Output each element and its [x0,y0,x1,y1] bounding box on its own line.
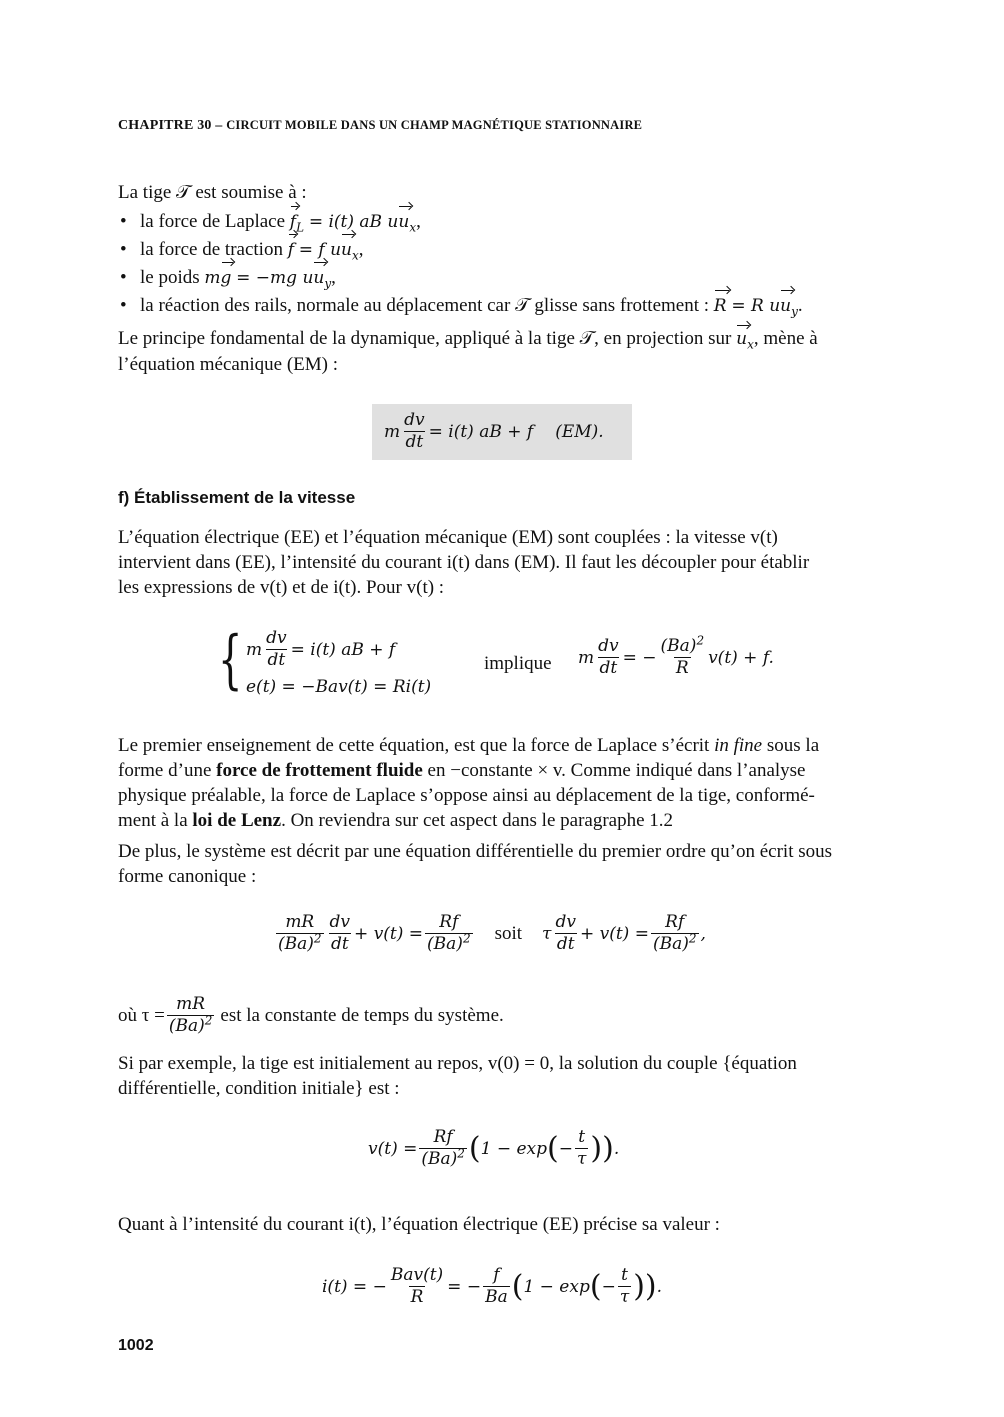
page-number: 1002 [118,1337,154,1354]
force-list [118,208,803,320]
tau-definition: où τ = $\frac{mR}{(Ba)^2}$ est la constante de temps du système. [118,994,504,1036]
system-row-1: m $\frac{dv}{dt}$ = i(t) aB + f [246,628,396,670]
paragraph-current: Quant à l’intensité du courant i(t), l’équation électrique (EE) précise sa valeur : [118,1214,720,1235]
paragraph-coupling: L’équation électrique (EE) et l’équation mécanique (EM) sont couplées : la vitesse v(t) intervient dans (EE), l’intensité du courant i(t) dans (EM). Il faut les découpler pour établir les expressions de v(t) et de i(t). Pour v(t) : [118,527,810,598]
list-item: • la force de Laplace $f_L = i(t)$ aB $uu_x$, [118,208,803,236]
chapter-title: CIRCUIT MOBILE DANS UN CHAMP MAGNÉTIQUE STATIONNAIRE [226,118,643,132]
chapter-header [118,118,642,134]
paragraph-laplace: Le premier enseignement de cette équation, est que la force de Laplace s’écrit in fine sous la forme d’une force de frottement fluide en −constante × v. Comme indiqué dans l’analyse physique préalable, la force de Laplace s’oppose ainsi au déplacement de la tige, conformé- ment à la loi de Lenz. On reviendra sur cet aspect dans le paragraphe 1.2 [118,735,820,831]
equation-canonical: $\frac{mR}{(Ba)^2}$ $\frac{dv}{dt}$ + v(t) = $\frac{Rf}{(Ba)^2}$ soit τ $\frac{dv}{dt}$ + v(t) = $\frac{Rf}{(Ba)^2}$ , [278,912,706,954]
system-row-2: e(t) = −Bav(t) = Ri(t) [246,677,432,697]
equation-current: i(t) = − $\frac{\text{Bav(t)}}{R}$ = − $\frac{f}{Ba}$ ( 1 − exp ( − $\frac{t}{\tau}$ )) . [322,1265,663,1307]
implique-label: implique [484,653,552,674]
equation-velocity: v(t) = $\frac{Rf}{(Ba)^2}$ ( 1 − exp ( − $\frac{t}{\tau}$ )) . [368,1127,620,1169]
list-item: • la réaction des rails, normale au déplacement car 𝒯 glisse sans frottement : R = R $uu_y$. [118,292,803,320]
list-item: • le poids mg = −mg $uu_y$, [118,264,803,292]
chapter-label: CHAPITRE 30 – [118,118,227,133]
paragraph-solution: Si par exemple, la tige est initialement au repos, v(0) = 0, la solution du couple {équation différentielle, condition initiale} est : [118,1053,797,1099]
equation-em: m $\frac{dv}{dt}$ = i(t) aB + f (EM). [384,410,604,452]
intro-text: La tige 𝒯 est soumise à : [118,182,307,203]
section-title: f) Établissement de la vitesse [118,488,356,507]
system-result: m $\frac{dv}{dt}$ = − $\frac{(Ba)^2}{R}$ v(t) + f. [578,633,774,678]
paragraph-canonical: De plus, le système est décrit par une équation différentielle du premier ordre qu’on écrit sous forme canonique : [118,841,833,887]
system-brace: { [218,623,243,697]
pfd-paragraph: Le principe fondamental de la dynamique, appliqué à la tige 𝒯, en projection sur $u_x$, mène à l’équation mécanique (EM) : [118,328,818,375]
list-item: • la force de traction f = f $uu_x$, [118,236,803,264]
